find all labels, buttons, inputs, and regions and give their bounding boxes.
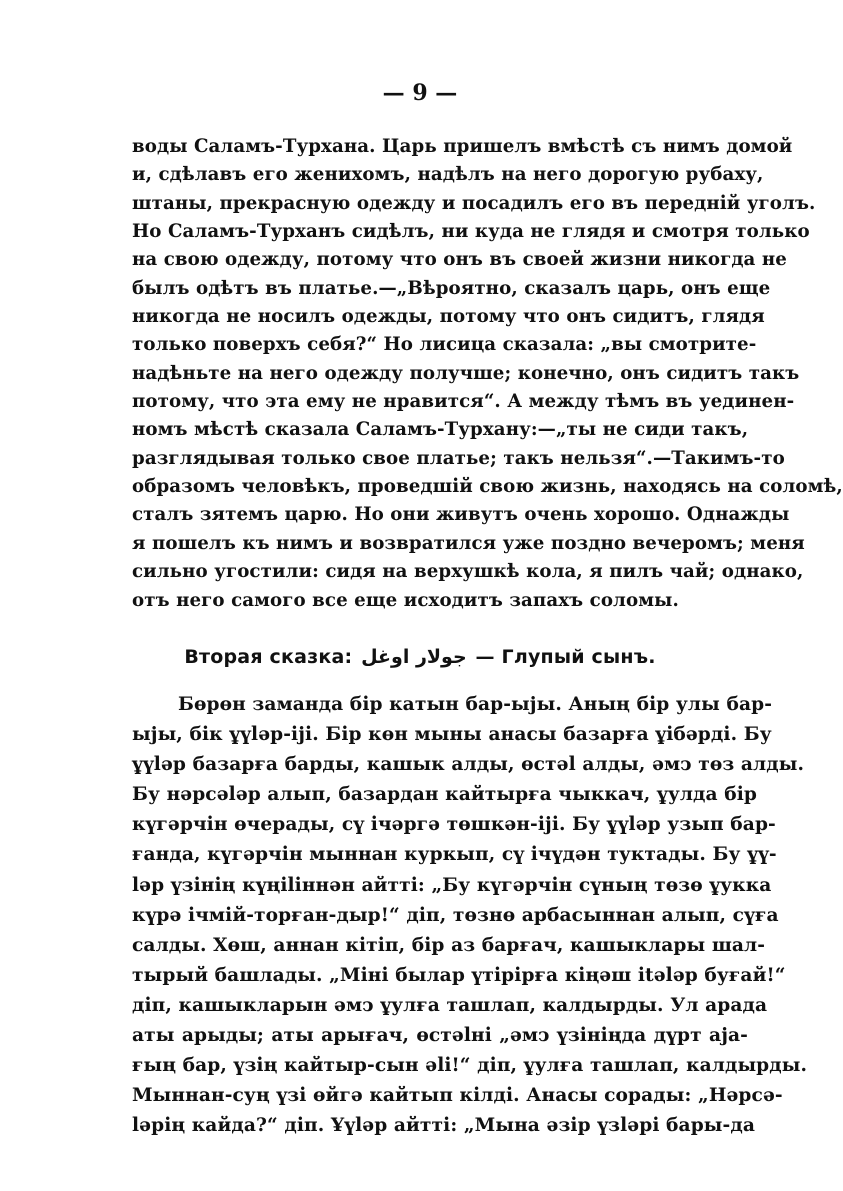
- heading-arabic: جولار اوغل: [361, 646, 467, 668]
- text-line: ұүlәр базарға барды, кашык алды, өстәl алды, әмↄ төз алды.: [132, 754, 805, 776]
- text-line: былъ одѣтъ въ платье.—„Вѣроятно, сказалъ царь, онъ еще: [132, 277, 771, 299]
- text-line: күрә ічмій-торған-дыр!“ діп, төзнө арбасыннан алып, сүға: [132, 904, 779, 926]
- text-line: Бу нәрсәlәр алып, базардан кайтырға чыккач, ұулда бір: [132, 784, 758, 806]
- text-line: штаны, прекрасную одежду и посадилъ его въ передній уголъ.: [132, 192, 816, 214]
- story1-paragraph: [132, 133, 843, 615]
- text-line: я пошелъ къ нимъ и возвратился уже поздно вечеромъ; меня: [132, 532, 805, 554]
- text-line: ыјы, бік ұүlәр-іјі. Бір көн мыны анасы базарға ұібәрді. Бу: [132, 724, 772, 746]
- text-line: күгәрчін өчерады, сү ічәргә төшкән-іјі. Бу ұүlәр узып бар-: [132, 814, 776, 836]
- text-line: никогда не носилъ одежды, потому что онъ сидитъ, глядя: [132, 306, 765, 328]
- text-line: воды Саламъ-Турхана. Царь пришелъ вмѣстѣ съ нимъ домой: [132, 136, 793, 157]
- text-line: ғың бар, үзің кайтыр-сын әlі!“ діп, ұулға ташлап, калдырды.: [132, 1055, 808, 1077]
- text-line: отъ него самого все еще исходитъ запахъ соломы.: [132, 589, 679, 611]
- text-line: салды. Хөш, аннан кітіп, бір аз барғач, кашыклары шал-: [132, 934, 766, 956]
- text-line: номъ мѣстѣ сказала Саламъ-Турхану:—„ты не сиди такъ,: [132, 419, 749, 441]
- page-number: — 9 —: [382, 80, 458, 106]
- text-line: на свою одежду, потому что онъ въ своей жизни никогда не: [132, 249, 787, 271]
- text-line: разглядывая только свое платье; такъ нельзя“.—Такимъ-то: [132, 447, 785, 469]
- text-line: Мыннан-суң үзі өйгә кайтып кілді. Анасы сорады: „Нәрсә-: [132, 1085, 783, 1107]
- story2-paragraph: [132, 690, 808, 1141]
- heading-prefix: Вторая сказка:: [184, 646, 353, 668]
- text-line: только поверхъ себя?“ Но лисица сказала: „вы смотрите-: [132, 334, 757, 356]
- section-heading: [0, 646, 840, 668]
- text-line: сталъ зятемъ царю. Но они живутъ очень хорошо. Однажды: [132, 504, 790, 526]
- text-line: аты арыды; аты арығач, өстәlні „әмↄ үзініңда дүрт аја-: [132, 1025, 748, 1047]
- text-line: образомъ человѣкъ, проведшій свою жизнь, находясь на соломѣ,: [132, 476, 843, 498]
- text-line: lәр үзінің күңіlіннән айтті: „Бу күгәрчін сүның төзө ұукка: [132, 874, 772, 896]
- heading-suffix: — Глупый сынъ.: [475, 646, 656, 668]
- text-line: тырый башлады. „Міні былар үтірірға кіңәш itәlәр буғай!“: [132, 964, 786, 986]
- text-line: ғанда, күгәрчін мыннан куркып, сү ічүдән туктады. Бу ұү-: [132, 844, 777, 866]
- text-line: потому, что эта ему не нравится“. А между тѣмъ въ уединен-: [132, 391, 795, 413]
- text-line: Бөрөн заманда бір катын бар-ыјы. Аның бір улы бар-: [178, 694, 773, 715]
- text-line: Но Саламъ-Турханъ сидѣлъ, ни куда не глядя и смотря только: [132, 221, 810, 243]
- text-line: и, сдѣлавъ его женихомъ, надѣлъ на него дорогую рубаху,: [132, 164, 764, 186]
- text-line: lәрің кайда?“ діп. Ұүlәр айтті: „Мына әзір үзlәрі бары-да: [132, 1115, 756, 1137]
- text-line: сильно угостили: сидя на верхушкѣ кола, я пилъ чай; однако,: [132, 561, 804, 583]
- text-line: діп, кашыкларын әмↄ ұулға ташлап, калдырды. Ул арада: [132, 994, 768, 1016]
- text-line: надѣньте на него одежду получше; конечно, онъ сидитъ такъ: [132, 362, 800, 384]
